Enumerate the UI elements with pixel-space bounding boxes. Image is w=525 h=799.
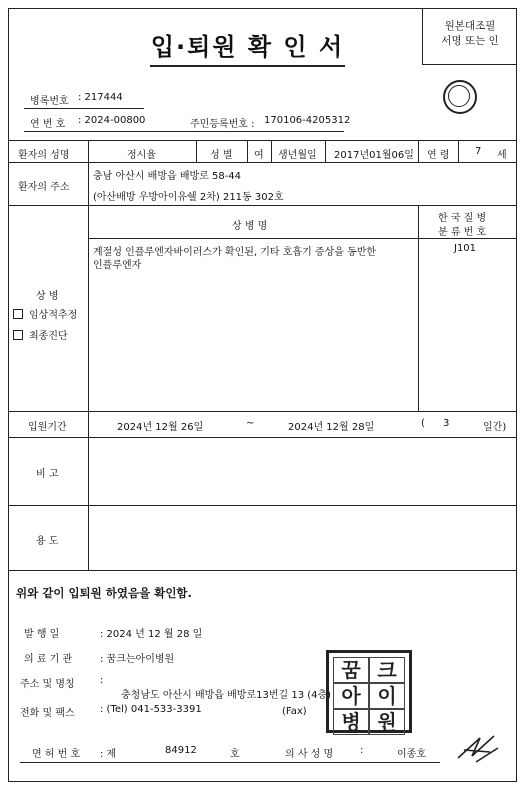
license-label: 면 허 번 호	[32, 749, 81, 760]
remarks-label: 비 고	[36, 469, 59, 480]
stay-from-date: 2024년 12월 26일	[117, 422, 204, 433]
clinical-estimate-checkbox[interactable]	[13, 309, 23, 319]
tel-fax-label: 전화 및 팩스	[20, 708, 75, 719]
original-note-line1: 원본대조필	[444, 20, 496, 32]
reg-no-label: 병록번호	[30, 96, 69, 107]
doctor-label: 의 사 성 명	[285, 749, 334, 760]
patient-sex-value: 여	[254, 150, 264, 161]
hospital-seal-stamp: 꿈 크 아 이 병 원	[326, 650, 412, 733]
fax-label: (Fax)	[282, 706, 307, 717]
disease-code: J101	[454, 243, 477, 254]
original-verification-box	[422, 8, 517, 65]
usage-label: 용 도	[36, 536, 59, 547]
institution-label: 의 료 기 관	[24, 654, 73, 665]
license-colon: : 제	[100, 749, 117, 760]
stay-to-date: 2024년 12월 28일	[288, 422, 375, 433]
confirmation-statement: 위와 같이 입퇴원 하였음을 확인함.	[16, 586, 192, 600]
patient-name-value: 정시율	[127, 150, 156, 161]
disease-code-header-line2: 분 류 번 호	[438, 227, 487, 238]
address-value: 충청남도 아산시 배방읍 배방로13번길 13 (4층)	[121, 690, 332, 701]
round-verification-stamp	[443, 80, 477, 114]
patient-dob-label: 생년월일	[278, 150, 317, 161]
diagnosis-name-header: 상 병 명	[232, 221, 268, 232]
stay-days: 3	[443, 418, 450, 429]
rrn-value: 170106-4205312	[264, 115, 351, 126]
issue-date-label: 발 행 일	[24, 629, 60, 640]
stay-days-unit: 일간)	[483, 422, 507, 433]
license-number: 84912	[165, 745, 197, 756]
patient-address-line2: (아산배방 우방아이유쉘 2차) 211동 302호	[93, 192, 284, 203]
tel-value: : (Tel) 041-533-3391	[100, 704, 202, 715]
address-label: 주소 및 명칭	[20, 679, 75, 690]
diagnosis-section-label: 상 병	[36, 291, 59, 302]
rrn-label: 주민등록번호 :	[190, 119, 255, 130]
patient-sex-label: 성 별	[210, 150, 233, 161]
stay-paren-open: (	[421, 418, 425, 429]
stay-tilde: ~	[246, 418, 255, 429]
issue-date-value: : 2024 년 12 월 28 일	[100, 629, 203, 640]
document-title: 입·퇴원 확 인 서	[150, 27, 345, 67]
serial-label: 연 번 호	[30, 119, 66, 130]
license-unit: 호	[230, 749, 240, 760]
patient-dob-value: 2017년01월06일	[334, 150, 414, 161]
patient-address-label: 환자의 주소	[18, 182, 70, 193]
diagnosis-text-line2: 인플루엔자	[93, 260, 142, 271]
address-colon: :	[100, 675, 104, 686]
reg-no-value: : 217444	[78, 92, 123, 103]
final-diagnosis-option[interactable]: 최종진단	[13, 327, 68, 342]
diagnosis-text-line1: 계절성 인플루엔자바이러스가 확인된, 기타 호흡기 증상을 동반한	[93, 247, 377, 258]
patient-age-value: 7	[475, 146, 482, 157]
patient-age-label: 연 령	[427, 150, 450, 161]
doctor-signature	[450, 728, 505, 768]
patient-address-line1: 충남 아산시 배방읍 배방로 58-44	[93, 171, 242, 182]
patient-age-unit: 세	[497, 150, 507, 161]
final-diagnosis-checkbox[interactable]	[13, 330, 23, 340]
institution-value: : 꿈크는아이병원	[100, 654, 175, 665]
clinical-estimate-option[interactable]: 임상적추정	[13, 306, 77, 321]
disease-code-header-line1: 한 국 질 병	[438, 213, 487, 224]
doctor-colon: :	[360, 745, 364, 756]
patient-name-label: 환자의 성명	[18, 150, 70, 161]
serial-value: : 2024-00800	[78, 115, 146, 126]
doctor-name: 이종호	[397, 749, 426, 760]
original-note-line2: 서명 또는 인	[441, 35, 499, 47]
stay-period-label: 입원기간	[28, 422, 67, 433]
